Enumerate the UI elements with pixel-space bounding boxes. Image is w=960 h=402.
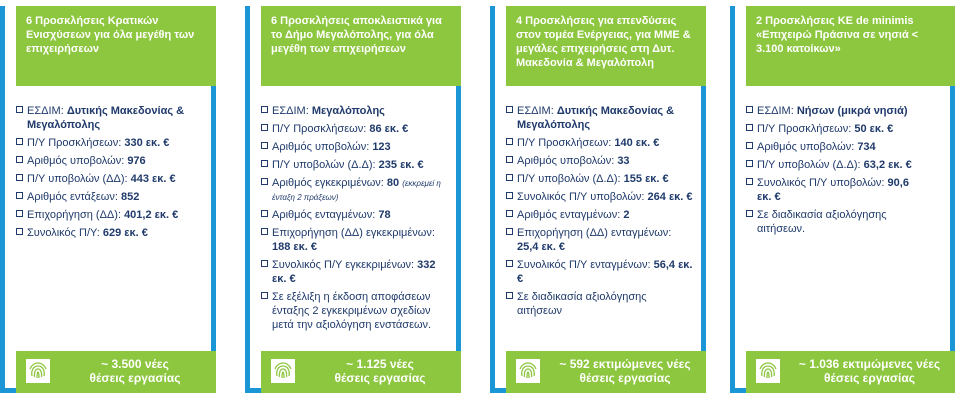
checkbox-bullet-icon [261,106,268,113]
list-item: Π/Υ υποβολών (ΔΔ): 443 εκ. € [16,172,204,186]
jobs-label: θέσεις εργασίας [334,371,426,385]
list-item: Αριθμός εγκεκριμένων: 80 (εκκρεμεί η ένταξη 2 πράξεων) [261,176,449,204]
jobs-label: θέσεις εργασίας [579,371,671,385]
fingerprint-icon [271,359,295,383]
list-item: Σε διαδικασία αξιολόγησης αιτήσεων [506,290,694,318]
checkbox-bullet-icon [746,210,753,217]
checkbox-bullet-icon [16,156,23,163]
checkbox-bullet-icon [16,192,23,199]
list-item: Αριθμός ενταγμένων: 2 [506,208,694,222]
list-item: Π/Υ Προσκλήσεων: 140 εκ. € [506,136,694,150]
checkbox-bullet-icon [506,174,513,181]
card-3 [490,6,706,393]
checkbox-bullet-icon [746,178,753,185]
list-item: Αριθμός υποβολών: 33 [506,154,694,168]
fingerprint-icon [756,359,780,383]
checkbox-bullet-icon [746,106,753,113]
checkbox-bullet-icon [16,138,23,145]
list-item: Συνολικός Π/Υ ενταγμένων: 56,4 εκ. € [506,258,694,286]
fingerprint-icon [26,359,50,383]
list-item: ΕΣΔΙΜ: Δυτικής Μακεδονίας & Μεγαλόπολης [16,104,204,132]
checkbox-bullet-icon [746,142,753,149]
stats-list [16,104,204,244]
checkbox-bullet-icon [261,178,268,185]
card-1 [0,6,216,393]
jobs-footer [506,351,706,393]
list-item: Σε εξέλιξη η έκδοση αποφάσεων ένταξης 2 εγκεκριμένων σχεδίων μετά την αξιολόγηση ενστάσεων. [261,290,449,332]
checkbox-bullet-icon [746,160,753,167]
checkbox-bullet-icon [506,156,513,163]
fingerprint-icon [516,359,540,383]
stats-list [261,104,449,336]
checkbox-bullet-icon [506,210,513,217]
list-item: Π/Υ υποβολών (Δ.Δ): 235 εκ. € [261,158,449,172]
stats-list [746,104,915,240]
jobs-label: θέσεις εργασίας [89,371,181,385]
jobs-footer [16,351,216,393]
list-item: ΕΣΔΙΜ: Νήσων (μικρά νησιά) [746,104,915,118]
card-title: 2 Προσκλήσεις ΚΕ de minimis «Επιχειρώ Πράσινα σε νησιά < 3.100 κατοίκων» [746,6,955,86]
list-item: Αριθμός υποβολών: 734 [746,140,915,154]
list-item: Αριθμός ενταγμένων: 78 [261,208,449,222]
list-item: Επιχορήγηση (ΔΔ) ενταγμένων: 25,4 εκ. € [506,226,694,254]
checkbox-bullet-icon [261,228,268,235]
list-item: Συνολικός Π/Υ εγκεκριμένων: 332 εκ. € [261,258,449,286]
card-title: 4 Προσκλήσεις για επενδύσεις στον τομέα Ενέργειας, για ΜΜΕ & μεγάλες επιχειρήσεις στη Δυτ. Μακεδονία & Μεγαλόπολη [506,6,706,86]
list-item: Αριθμός υποβολών: 976 [16,154,204,168]
list-item: Π/Υ Προσκλήσεων: 86 εκ. € [261,122,449,136]
list-item: Π/Υ Προσκλήσεων: 330 εκ. € [16,136,204,150]
list-item: Π/Υ υποβολών (Δ.Δ): 63,2 εκ. € [746,158,915,172]
card-title: 6 Προσκλήσεις αποκλειστικά για το Δήμο Μεγαλόπολης, για όλα μεγέθη των επιχειρήσεων [261,6,461,86]
list-item: Επιχορήγηση (ΔΔ) εγκεκριμένων: 188 εκ. € [261,226,449,254]
list-item: Π/Υ υποβολών (Δ.Δ): 155 εκ. € [506,172,694,186]
checkbox-bullet-icon [506,260,513,267]
jobs-count: ~ 592 εκτιμώμενες νέες [559,357,691,371]
card-2 [245,6,461,393]
jobs-count: ~ 1.036 εκτιμώμενες νέες [798,357,941,371]
checkbox-bullet-icon [506,228,513,235]
list-item: Συνολικός Π/Υ υποβολών: 264 εκ. € [506,190,694,204]
jobs-footer [746,351,955,393]
jobs-footer [261,351,461,393]
checkbox-bullet-icon [261,260,268,267]
list-item: Επιχορήγηση (ΔΔ): 401,2 εκ. € [16,208,204,222]
stats-list [506,104,694,322]
checkbox-bullet-icon [506,106,513,113]
list-item: Αριθμός εντάξεων: 852 [16,190,204,204]
card-4 [730,6,955,393]
jobs-count: ~ 3.500 νέες [101,357,169,371]
jobs-count: ~ 1.125 νέες [346,357,414,371]
checkbox-bullet-icon [506,292,513,299]
card-title: 6 Προσκλήσεις Κρατικών Ενισχύσεων για όλα μεγέθη των επιχειρήσεων [16,6,216,86]
checkbox-bullet-icon [261,160,268,167]
list-item: Π/Υ Προσκλήσεων: 50 εκ. € [746,122,915,136]
list-item: ΕΣΔΙΜ: Δυτικής Μακεδονίας & Μεγαλόπολης [506,104,694,132]
checkbox-bullet-icon [746,124,753,131]
checkbox-bullet-icon [261,292,268,299]
checkbox-bullet-icon [506,192,513,199]
checkbox-bullet-icon [261,142,268,149]
jobs-label: θέσεις εργασίας [823,371,916,385]
checkbox-bullet-icon [506,138,513,145]
checkbox-bullet-icon [16,210,23,217]
list-item: Συνολικός Π/Υ: 629 εκ. € [16,226,204,240]
list-item: Συνολικός Π/Υ υποβολών: 90,6 εκ. € [746,176,915,204]
checkbox-bullet-icon [16,106,23,113]
list-item: ΕΣΔΙΜ: Μεγαλόπολης [261,104,449,118]
checkbox-bullet-icon [261,210,268,217]
checkbox-bullet-icon [261,124,268,131]
checkbox-bullet-icon [16,174,23,181]
list-item: Σε διαδικασία αξιολόγησης αιτήσεων. [746,208,915,236]
list-item: Αριθμός υποβολών: 123 [261,140,449,154]
checkbox-bullet-icon [16,228,23,235]
